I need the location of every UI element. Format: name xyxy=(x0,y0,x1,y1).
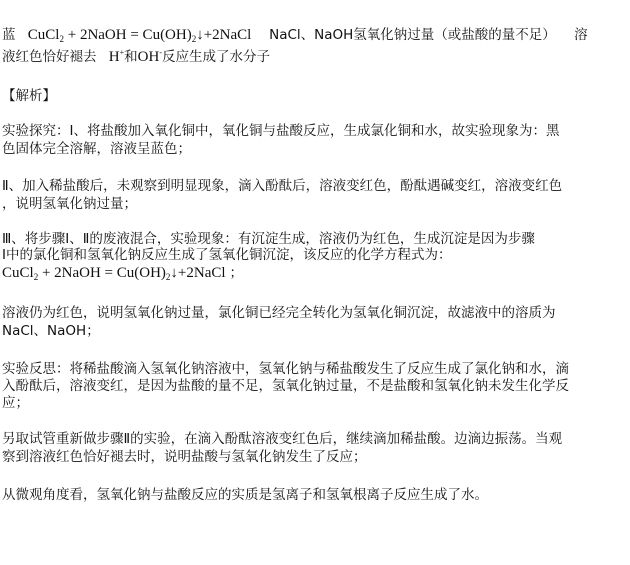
reflect-line-2: 入酚酞后，溶液变红，是因为盐酸的量不足，氢氧化钠过量，不是盐酸和氢氧化钠未发生化学反 xyxy=(2,378,569,394)
explore-2-line-1: Ⅱ、加入稀盐酸后，未观察到明显现象，滴入酚酞后，溶液变红色，酚酞遇碱变红，溶液变红色 xyxy=(2,178,563,194)
answer-essence: 反应生成了水分子 xyxy=(162,49,270,65)
retry-line-1: 另取试管重新做步骤Ⅱ的实验，在滴入酚酞溶液变红色后，继续滴加稀盐酸。边滴边振荡。当观 xyxy=(2,431,563,447)
equation-2: CuCl$_2$ + 2NaOH = $Cu(OH)_2↓+2NaCl$ ； xyxy=(2,265,244,282)
answer-observation: 液红色恰好褪去 xyxy=(2,49,97,65)
answer-solutes: NaCl、NaOH xyxy=(269,27,354,43)
ion-formula: H+ xyxy=(108,48,125,65)
analysis-heading: 【解析】 xyxy=(2,88,56,104)
explore-1-line-1: 实验探究：Ⅰ、将盐酸加入氧化铜中，氧化铜与盐酸反应，生成氯化铜和水，故实验现象为：黑 xyxy=(2,123,560,139)
answer-observation-start: 溶 xyxy=(574,27,588,43)
filtrate-line-1: 溶液仍为红色，说明氢氧化钠过量，氯化铜已经完全转化为氢氧化铜沉淀，故滤液中的溶质为 xyxy=(2,305,556,321)
filtrate-line-2: NaCl、NaOH； xyxy=(2,323,100,339)
explore-3-line-1: Ⅲ、将步骤Ⅰ、Ⅱ的废液混合，实验现象：有沉淀生成，溶液仍为红色，生成沉淀是因为步骤 xyxy=(2,231,535,247)
answer-line-2: 液红色恰好褪去 H+和OH-反应生成了水分子 xyxy=(2,48,270,65)
explore-3-line-2: Ⅰ中的氯化铜和氢氧化钠反应生成了氢氧化铜沉淀，该反应的化学方程式为： xyxy=(2,247,452,263)
explore-1-line-2: 色固体完全溶解，溶液呈蓝色； xyxy=(2,141,191,157)
micro-line-1: 从微观角度看，氢氧化钠与盐酸反应的实质是氢离子和氢氧根离子反应生成了水。 xyxy=(2,487,488,503)
reflect-line-1: 实验反思：将稀盐酸滴入氢氧化钠溶液中，氢氧化钠与稀盐酸发生了反应生成了氯化钠和水，滴 xyxy=(2,361,569,377)
answer-reason: 氢氧化钠过量（或盐酸的量不足） xyxy=(353,27,556,43)
equation-1: CuCl$_2$ + 2NaOH = $Cu(OH)_2↓+2NaCl$ xyxy=(27,27,252,44)
explore-2-line-2: ，说明氢氧化钠过量； xyxy=(2,196,137,212)
reflect-line-3: 应； xyxy=(2,395,29,411)
retry-line-2: 察到溶液红色恰好褪去时，说明盐酸与氢氧化钠发生了反应； xyxy=(2,449,367,465)
answer-color: 蓝 xyxy=(2,27,16,43)
